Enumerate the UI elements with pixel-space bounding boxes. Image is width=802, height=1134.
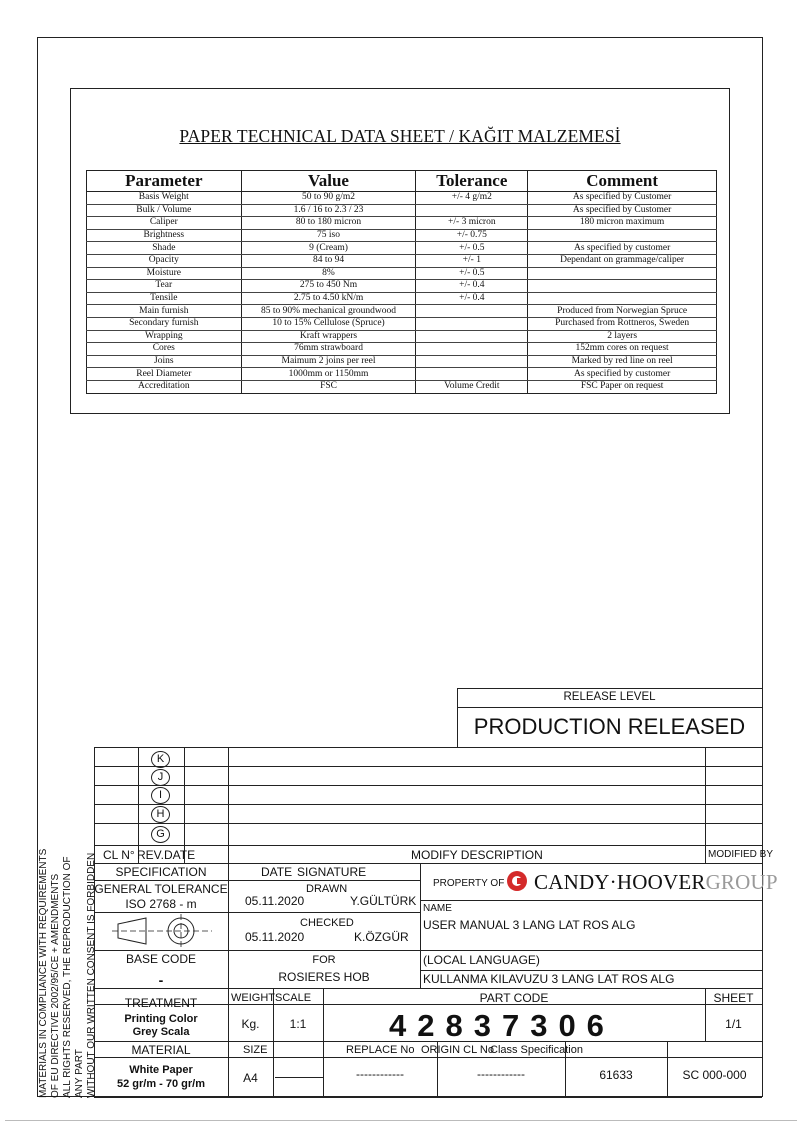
sheet-value: 1/1 — [725, 1017, 742, 1031]
specification-label: SPECIFICATION — [115, 865, 207, 879]
side-note-line: WITHOUT OUR WRITTEN CONSENT IS FORBIDDEN — [86, 852, 97, 1098]
side-note-line: OF EU DIRECTIVE 2002/95/CE + AMENDMENTS — [50, 873, 61, 1098]
table-cell — [416, 368, 528, 381]
table-cell: 85 to 90% mechanical groundwood — [241, 305, 416, 318]
table-row — [87, 229, 717, 242]
local-language-value: KULLANMA KILAVUZU 3 LANG LAT ROS ALG — [423, 972, 675, 986]
weight-value: Kg. — [241, 1017, 260, 1031]
drawn-by: Y.GÜLTÜRK — [350, 894, 417, 908]
table-cell: As specified by Customer — [528, 192, 717, 205]
table-cell: 2 layers — [528, 330, 717, 343]
table-row — [87, 267, 717, 280]
table-cell: 180 micron maximum — [528, 217, 717, 230]
table-cell: Tear — [87, 280, 242, 293]
table-row — [87, 254, 717, 267]
checked-date: 05.11.2020 — [245, 930, 305, 944]
class-value: 61633 — [599, 1068, 633, 1082]
cl-no-label: CL N° — [103, 848, 135, 862]
table-cell: Joins — [87, 355, 242, 368]
table-cell: Caliper — [87, 217, 242, 230]
table-row — [87, 355, 717, 368]
material-value: White Paper — [129, 1064, 193, 1076]
table-cell: 84 to 94 — [241, 254, 416, 267]
data-sheet-title: PAPER TECHNICAL DATA SHEET / KAĞIT MALZEMESİ — [179, 126, 621, 146]
material-label: MATERIAL — [131, 1043, 191, 1057]
candy-hoover-logo-icon — [507, 871, 527, 891]
table-row — [87, 292, 717, 305]
table-cell: Volume Credit — [416, 380, 528, 393]
table-row — [87, 305, 717, 318]
table-cell: +/- 0.5 — [416, 267, 528, 280]
weight-label: WEIGHT — [231, 992, 275, 1004]
for-label: FOR — [312, 954, 336, 966]
replace-value: ------------ — [356, 1067, 404, 1081]
scale-value: 1:1 — [289, 1017, 307, 1031]
page-edge-line — [5, 1120, 797, 1121]
release-level-label: RELEASE LEVEL — [563, 691, 656, 703]
table-cell — [416, 343, 528, 356]
brand-main: CANDY·HOOVER — [534, 870, 706, 894]
table-cell: As specified by customer — [528, 242, 717, 255]
local-language-label: (LOCAL LANGUAGE) — [423, 953, 540, 967]
treatment-value: Printing Color — [124, 1013, 198, 1025]
checked-by: K.ÖZGÜR — [354, 930, 409, 944]
projection-symbol-icon — [112, 914, 212, 948]
drawn-label: DRAWN — [306, 883, 348, 895]
general-tolerance-label: GENERAL TOLERANCE — [94, 882, 228, 896]
table-cell: 50 to 90 g/m2 — [241, 192, 416, 205]
replace-label: REPLACE No — [346, 1044, 415, 1056]
class-spec-label: Class Specification — [490, 1044, 583, 1056]
table-cell: 275 to 450 Nm — [241, 280, 416, 293]
table-cell: Shade — [87, 242, 242, 255]
table-row — [87, 280, 717, 293]
table-cell: 1000mm or 1150mm — [241, 368, 416, 381]
treatment-value: Grey Scala — [132, 1026, 190, 1038]
revision-letter: I — [151, 787, 170, 804]
table-row — [87, 380, 717, 393]
iso-standard: ISO 2768 - m — [125, 897, 197, 911]
table-cell: +/- 0.4 — [416, 292, 528, 305]
data-sheet-table — [86, 170, 717, 394]
modify-description-label: MODIFY DESCRIPTION — [411, 848, 543, 862]
table-cell — [416, 204, 528, 217]
for-value: ROSIERES HOB — [278, 970, 370, 984]
size-label: SIZE — [243, 1044, 268, 1056]
table-cell: Opacity — [87, 254, 242, 267]
material-value: 52 gr/m - 70 gr/m — [116, 1078, 206, 1090]
table-cell: +/- 0.75 — [416, 229, 528, 242]
date-header-label: DATE — [164, 848, 196, 862]
table-row — [87, 242, 717, 255]
table-cell: Accreditation — [87, 380, 242, 393]
sc-value: SC 000-000 — [682, 1068, 747, 1082]
table-cell — [528, 229, 717, 242]
table-row — [87, 330, 717, 343]
table-cell: 80 to 180 micron — [241, 217, 416, 230]
column-header: Parameter — [87, 171, 242, 192]
table-row — [87, 343, 717, 356]
table-cell: Basis Weight — [87, 192, 242, 205]
base-code-label: BASE CODE — [125, 952, 197, 966]
column-header: Tolerance — [416, 171, 528, 192]
table-cell: Maimum 2 joins per reel — [241, 355, 416, 368]
scale-label: SCALE — [275, 992, 312, 1004]
property-of-label: PROPERTY OF — [433, 878, 505, 889]
table-cell — [416, 305, 528, 318]
table-cell: FSC — [241, 380, 416, 393]
table-cell: +/- 1 — [416, 254, 528, 267]
table-cell: 9 (Cream) — [241, 242, 416, 255]
checked-label: CHECKED — [300, 917, 354, 929]
table-cell — [528, 280, 717, 293]
table-cell: As specified by Customer — [528, 204, 717, 217]
revision-letter: G — [151, 826, 170, 843]
rev-label: REV. — [137, 848, 164, 862]
modified-by-label: MODIFIED BY — [708, 849, 774, 860]
table-cell: As specified by customer — [528, 368, 717, 381]
table-cell: Cores — [87, 343, 242, 356]
table-cell: FSC Paper on request — [528, 380, 717, 393]
table-cell: Produced from Norwegian Spruce — [528, 305, 717, 318]
release-level-value: PRODUCTION RELEASED — [473, 714, 746, 739]
table-cell: 76mm strawboard — [241, 343, 416, 356]
table-cell: Purchased from Rottneros, Sweden — [528, 317, 717, 330]
revision-letter: J — [151, 769, 170, 786]
table-cell: Wrapping — [87, 330, 242, 343]
revision-letter: K — [151, 751, 170, 768]
revision-letter: H — [151, 806, 170, 823]
table-row — [87, 217, 717, 230]
size-value: A4 — [243, 1071, 258, 1085]
table-cell: +/- 3 micron — [416, 217, 528, 230]
table-row — [87, 204, 717, 217]
origin-value: ------------ — [477, 1067, 525, 1081]
base-code-value: - — [158, 972, 164, 988]
table-cell: 10 to 15% Cellulose (Spruce) — [241, 317, 416, 330]
table-cell: 1.6 / 16 to 2.3 / 23 — [241, 204, 416, 217]
table-cell: 2.75 to 4.50 kN/m — [241, 292, 416, 305]
table-cell: Brightness — [87, 229, 242, 242]
table-cell: 152mm cores on request — [528, 343, 717, 356]
table-row — [87, 192, 717, 205]
table-cell: Marked by red line on reel — [528, 355, 717, 368]
table-cell: +/- 4 g/m2 — [416, 192, 528, 205]
side-note-line: ALL RIGHTS RESERVED, THE REPRODUCTION OF ANY PART — [62, 856, 85, 1098]
table-cell: Tensile — [87, 292, 242, 305]
table-cell — [528, 292, 717, 305]
part-code-value: 42837306 — [389, 1008, 615, 1043]
table-cell: 8% — [241, 267, 416, 280]
origin-label: ORIGIN CL No — [421, 1044, 494, 1056]
table-cell: Dependant on grammage/caliper — [528, 254, 717, 267]
table-cell: +/- 0.4 — [416, 280, 528, 293]
table-cell: Secondary furnish — [87, 317, 242, 330]
signature-label: SIGNATURE — [297, 865, 367, 879]
table-cell — [416, 355, 528, 368]
side-note-line: MATERIALS IN COMPLIANCE WITH REQUIREMENTS — [38, 848, 49, 1098]
drawn-date: 05.11.2020 — [245, 894, 305, 908]
table-cell: Reel Diameter — [87, 368, 242, 381]
table-cell: Moisture — [87, 267, 242, 280]
table-row — [87, 317, 717, 330]
date-label: DATE — [261, 865, 293, 879]
column-header: Value — [241, 171, 416, 192]
table-cell — [416, 330, 528, 343]
table-cell: Main furnish — [87, 305, 242, 318]
table-row — [87, 368, 717, 381]
table-cell: Bulk / Volume — [87, 204, 242, 217]
table-cell: 75 iso — [241, 229, 416, 242]
table-cell — [416, 317, 528, 330]
brand-group: GROUP — [705, 870, 778, 894]
treatment-label: TREATMENT — [124, 996, 198, 1010]
column-header: Comment — [528, 171, 717, 192]
table-cell — [528, 267, 717, 280]
sheet-label: SHEET — [713, 991, 754, 1005]
table-cell: Kraft wrappers — [241, 330, 416, 343]
side-compliance-note — [38, 836, 98, 1098]
name-label: NAME — [423, 903, 452, 914]
part-code-label: PART CODE — [479, 991, 549, 1005]
table-cell: +/- 0.5 — [416, 242, 528, 255]
table-header-row — [87, 171, 717, 192]
brand-name — [534, 870, 778, 895]
name-value: USER MANUAL 3 LANG LAT ROS ALG — [423, 918, 636, 932]
